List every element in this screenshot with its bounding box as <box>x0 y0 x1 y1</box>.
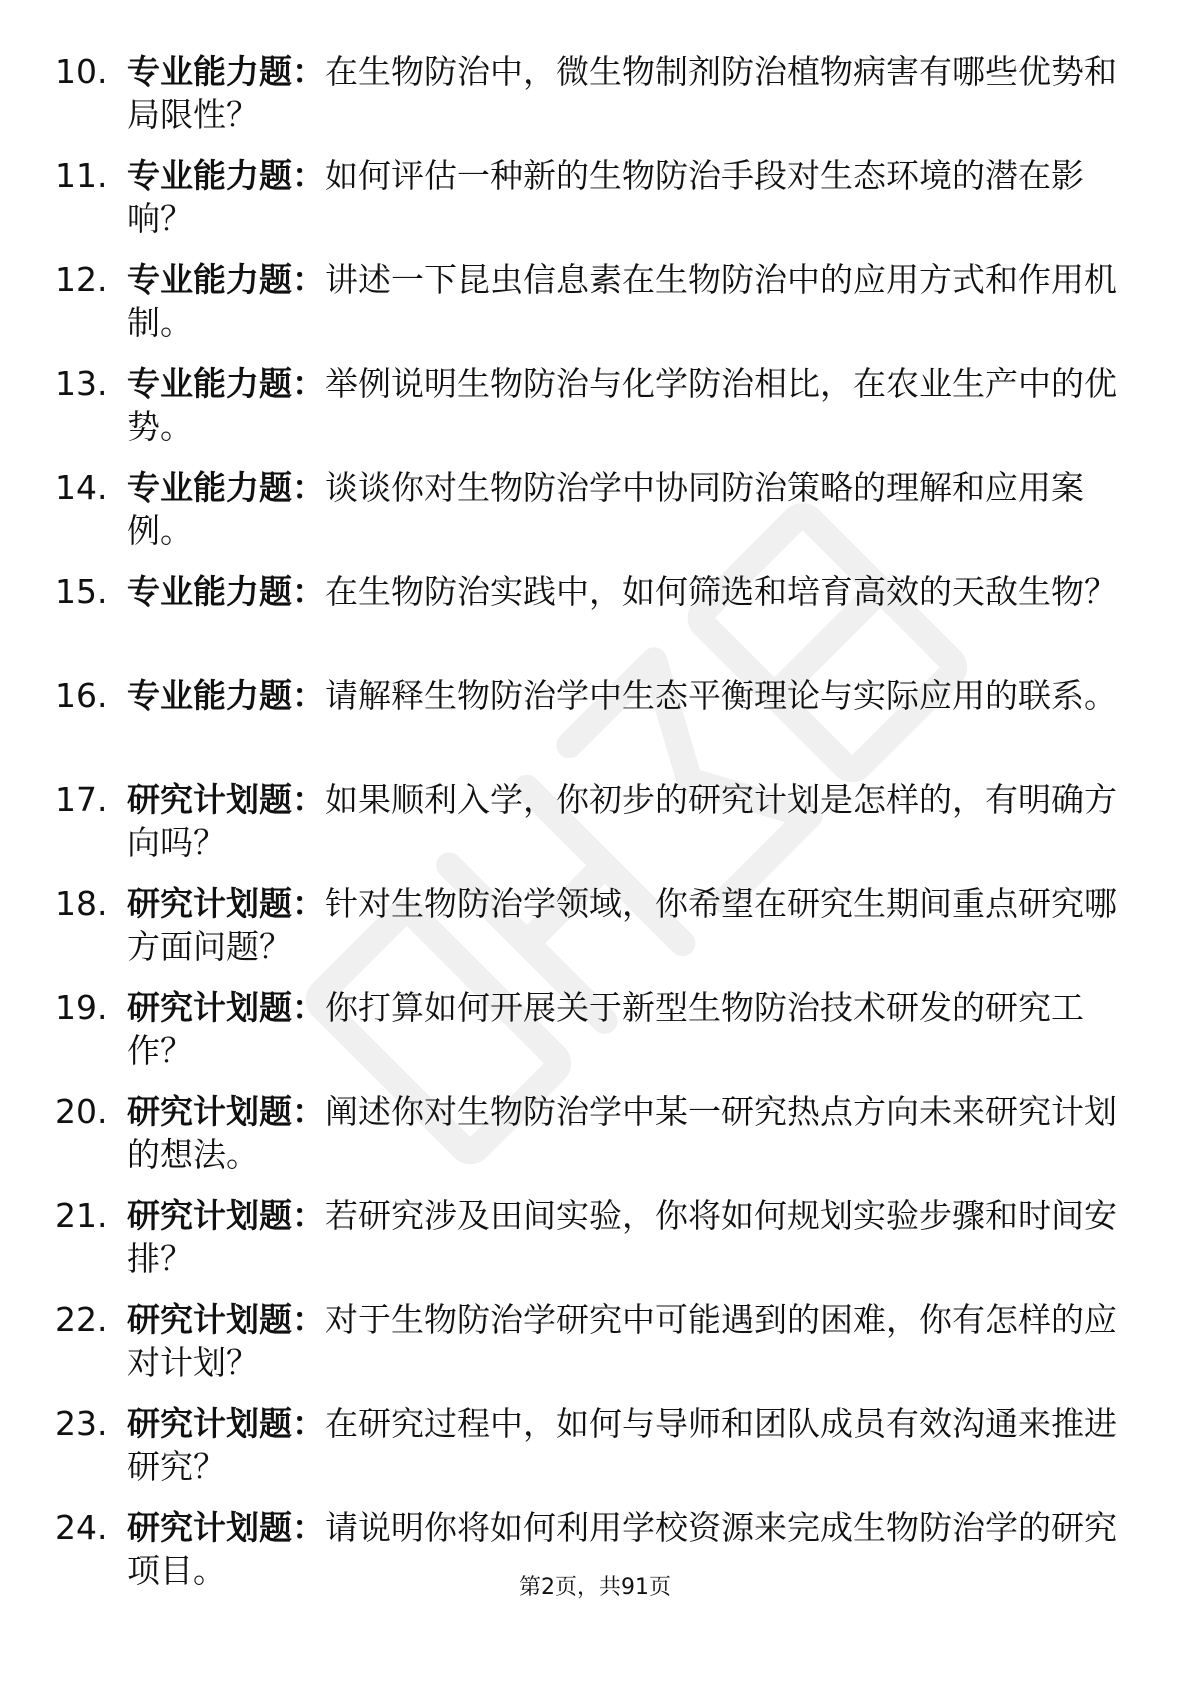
item-body <box>127 986 1135 1072</box>
item-body <box>127 50 1135 136</box>
item-number: 24. <box>55 1508 108 1547</box>
list-item <box>55 986 1135 1090</box>
item-text: 在生物防治实践中，如何筛选和培育高效的天敌生物？ <box>325 572 1117 611</box>
list-item <box>55 362 1135 466</box>
item-number: 10. <box>55 52 108 91</box>
item-category: 研究计划题： <box>127 988 325 1027</box>
item-text: 针对生物防治学领域，你希望在研究生期间重点研究哪方面问题？ <box>127 884 1117 966</box>
item-number: 12. <box>55 260 108 299</box>
item-body <box>127 362 1135 448</box>
item-category: 专业能力题： <box>127 260 325 299</box>
item-body <box>127 466 1135 552</box>
item-body <box>127 1298 1135 1384</box>
item-category: 研究计划题： <box>127 884 325 923</box>
list-item <box>55 674 1135 778</box>
question-list <box>55 50 1135 1610</box>
item-text: 如果顺利入学，你初步的研究计划是怎样的，有明确方向吗？ <box>127 780 1117 862</box>
list-item <box>55 570 1135 674</box>
list-item <box>55 1298 1135 1402</box>
item-number: 14. <box>55 468 108 507</box>
item-body <box>127 1402 1135 1488</box>
item-category: 研究计划题： <box>127 1404 325 1443</box>
item-text: 请解释生物防治学中生态平衡理论与实际应用的联系。 <box>325 676 1117 715</box>
item-number: 20. <box>55 1092 108 1131</box>
item-number: 13. <box>55 364 108 403</box>
item-category: 研究计划题： <box>127 1300 325 1339</box>
item-category: 研究计划题： <box>127 780 325 819</box>
item-body <box>127 570 1135 613</box>
list-item <box>55 466 1135 570</box>
item-body <box>127 778 1135 864</box>
item-number: 17. <box>55 780 108 819</box>
item-text: 若研究涉及田间实验，你将如何规划实验步骤和时间安排？ <box>127 1196 1117 1278</box>
item-body <box>127 154 1135 240</box>
item-number: 22. <box>55 1300 108 1339</box>
item-body <box>127 1090 1135 1176</box>
item-number: 21. <box>55 1196 108 1235</box>
item-category: 研究计划题： <box>127 1196 325 1235</box>
item-text: 如何评估一种新的生物防治手段对生态环境的潜在影响？ <box>127 156 1084 238</box>
item-number: 15. <box>55 572 108 611</box>
item-category: 研究计划题： <box>127 1092 325 1131</box>
item-category: 专业能力题： <box>127 156 325 195</box>
list-item <box>55 50 1135 154</box>
item-text: 在生物防治中，微生物制剂防治植物病害有哪些优势和局限性？ <box>127 52 1117 134</box>
item-text: 请说明你将如何利用学校资源来完成生物防治学的研究项目。 <box>127 1508 1117 1590</box>
item-number: 11. <box>55 156 108 195</box>
item-category: 研究计划题： <box>127 1508 325 1547</box>
list-item <box>55 154 1135 258</box>
item-category: 专业能力题： <box>127 676 325 715</box>
item-text: 对于生物防治学研究中可能遇到的困难，你有怎样的应对计划？ <box>127 1300 1117 1382</box>
item-category: 专业能力题： <box>127 364 325 403</box>
list-item <box>55 778 1135 882</box>
item-body <box>127 674 1135 717</box>
item-body <box>127 882 1135 968</box>
item-number: 18. <box>55 884 108 923</box>
item-text: 举例说明生物防治与化学防治相比，在农业生产中的优势。 <box>127 364 1117 446</box>
list-item <box>55 258 1135 362</box>
item-body <box>127 1194 1135 1280</box>
item-text: 阐述你对生物防治学中某一研究热点方向未来研究计划的想法。 <box>127 1092 1117 1174</box>
item-text: 谈谈你对生物防治学中协同防治策略的理解和应用案例。 <box>127 468 1084 550</box>
item-category: 专业能力题： <box>127 572 325 611</box>
item-text: 你打算如何开展关于新型生物防治技术研发的研究工作？ <box>127 988 1084 1070</box>
list-item <box>55 1402 1135 1506</box>
item-text: 讲述一下昆虫信息素在生物防治中的应用方式和作用机制。 <box>127 260 1117 342</box>
item-body <box>127 258 1135 344</box>
item-text: 在研究过程中，如何与导师和团队成员有效沟通来推进研究？ <box>127 1404 1117 1486</box>
item-number: 19. <box>55 988 108 1027</box>
list-item <box>55 1090 1135 1194</box>
item-category: 专业能力题： <box>127 468 325 507</box>
item-number: 23. <box>55 1404 108 1443</box>
item-category: 专业能力题： <box>127 52 325 91</box>
list-item <box>55 1194 1135 1298</box>
list-item <box>55 882 1135 986</box>
page-footer: 第2页，共91页 <box>519 1575 671 1600</box>
item-number: 16. <box>55 676 108 715</box>
